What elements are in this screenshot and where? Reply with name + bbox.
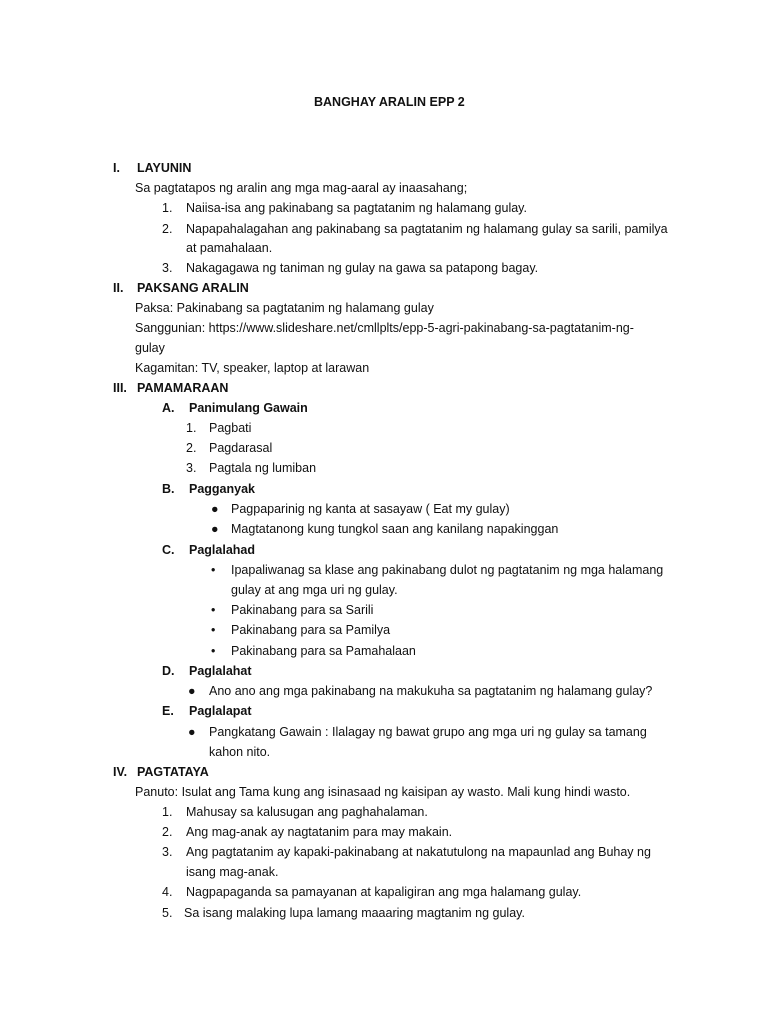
bullet-icon: • <box>211 644 216 658</box>
list-number: 2. <box>162 825 173 839</box>
list-number: 2. <box>162 222 173 236</box>
bullet-item-continuation: kahon nito. <box>209 745 271 759</box>
list-item: Naiisa-isa ang pakinabang sa pagtatanim ng halamang gulay. <box>186 201 527 215</box>
section-4-heading: PAGTATAYA <box>137 765 209 779</box>
list-number: 1. <box>186 421 197 435</box>
list-number: 5. <box>162 906 173 920</box>
bullet-item: Pakinabang para sa Pamilya <box>231 623 391 637</box>
sanggunian-continuation: gulay <box>135 341 165 355</box>
list-number: 2. <box>186 441 197 455</box>
section-3-heading: PAMAMARAAN <box>137 381 229 395</box>
bullet-item: Ipapaliwanag sa klase ang pakinabang dulot ng pagtatanim ng mga halamang <box>231 563 664 577</box>
subsection-letter: E. <box>162 704 174 718</box>
section-1-number: I. <box>113 161 120 175</box>
bullet-item: Pakinabang para sa Pamahalaan <box>231 644 416 658</box>
bullet-icon: ● <box>188 684 196 698</box>
list-number: 1. <box>162 201 173 215</box>
document-title: BANGHAY ARALIN EPP 2 <box>314 95 465 109</box>
subsection-letter: B. <box>162 482 175 496</box>
list-number: 3. <box>162 845 173 859</box>
list-item: Sa isang malaking lupa lamang maaaring magtanim ng gulay. <box>184 906 525 920</box>
panuto-line: Panuto: Isulat ang Tama kung ang isinasaad ng kaisipan ay wasto. Mali kung hindi wasto. <box>135 785 631 799</box>
paksa-line: Paksa: Pakinabang sa pagtatanim ng halamang gulay <box>135 301 434 315</box>
subsection-heading: Paglalahad <box>189 543 255 557</box>
subsection-letter: C. <box>162 543 175 557</box>
bullet-item-continuation: gulay at ang mga uri ng gulay. <box>231 583 398 597</box>
bullet-item: Pakinabang para sa Sarili <box>231 603 374 617</box>
section-2-heading: PAKSANG ARALIN <box>137 281 249 295</box>
list-item: Mahusay sa kalusugan ang paghahalaman. <box>186 805 428 819</box>
section-1-heading: LAYUNIN <box>137 161 192 175</box>
bullet-icon: ● <box>211 522 219 536</box>
kagamitan-line: Kagamitan: TV, speaker, laptop at larawan <box>135 361 370 375</box>
bullet-icon: • <box>211 603 216 617</box>
list-number: 3. <box>186 461 197 475</box>
subsection-heading: Pagganyak <box>189 482 256 496</box>
list-number: 3. <box>162 261 173 275</box>
subsection-heading: Paglalapat <box>189 704 252 718</box>
list-item: Nagpapaganda sa pamayanan at kapaligiran ang mga halamang gulay. <box>186 885 582 899</box>
bullet-item: Magtatanong kung tungkol saan ang kanilang napakinggan <box>231 522 559 536</box>
section-3-number: III. <box>113 381 127 395</box>
bullet-icon: ● <box>211 502 219 516</box>
bullet-icon: ● <box>188 725 196 739</box>
list-item: Ang pagtatanim ay kapaki-pakinabang at nakatutulong na mapaunlad ang Buhay ng <box>186 845 651 859</box>
subsection-heading: Paglalahat <box>189 664 252 678</box>
list-item: Pagbati <box>209 421 252 435</box>
section-1-intro: Sa pagtatapos ng aralin ang mga mag-aaral ay inaasahang; <box>135 181 468 195</box>
list-number: 4. <box>162 885 173 899</box>
list-item: Ang mag-anak ay nagtatanim para may makain. <box>186 825 453 839</box>
bullet-item: Pagpaparinig ng kanta at sasayaw ( Eat my gulay) <box>231 502 510 516</box>
list-number: 1. <box>162 805 173 819</box>
list-item-continuation: at pamahalaan. <box>186 241 273 255</box>
list-item-continuation: isang mag-anak. <box>186 865 279 879</box>
list-item: Pagtala ng lumiban <box>209 461 317 475</box>
subsection-heading: Panimulang Gawain <box>189 401 308 415</box>
subsection-letter: D. <box>162 664 175 678</box>
section-4-number: IV. <box>113 765 128 779</box>
sanggunian-line: Sanggunian: https://www.slideshare.net/cmllplts/epp-5-agri-pakinabang-sa-pagtatanim-ng- <box>135 321 634 335</box>
list-item: Nakagagawa ng taniman ng gulay na gawa sa patapong bagay. <box>186 261 539 275</box>
subsection-letter: A. <box>162 401 175 415</box>
list-item: Pagdarasal <box>209 441 273 455</box>
bullet-icon: • <box>211 563 216 577</box>
bullet-item: Ano ano ang mga pakinabang na makukuha sa pagtatanim ng halamang gulay? <box>209 684 653 698</box>
list-item: Napapahalagahan ang pakinabang sa pagtatanim ng halamang gulay sa sarili, pamilya <box>186 222 668 236</box>
bullet-icon: • <box>211 623 216 637</box>
section-2-number: II. <box>113 281 124 295</box>
bullet-item: Pangkatang Gawain : Ilalagay ng bawat grupo ang mga uri ng gulay sa tamang <box>209 725 647 739</box>
